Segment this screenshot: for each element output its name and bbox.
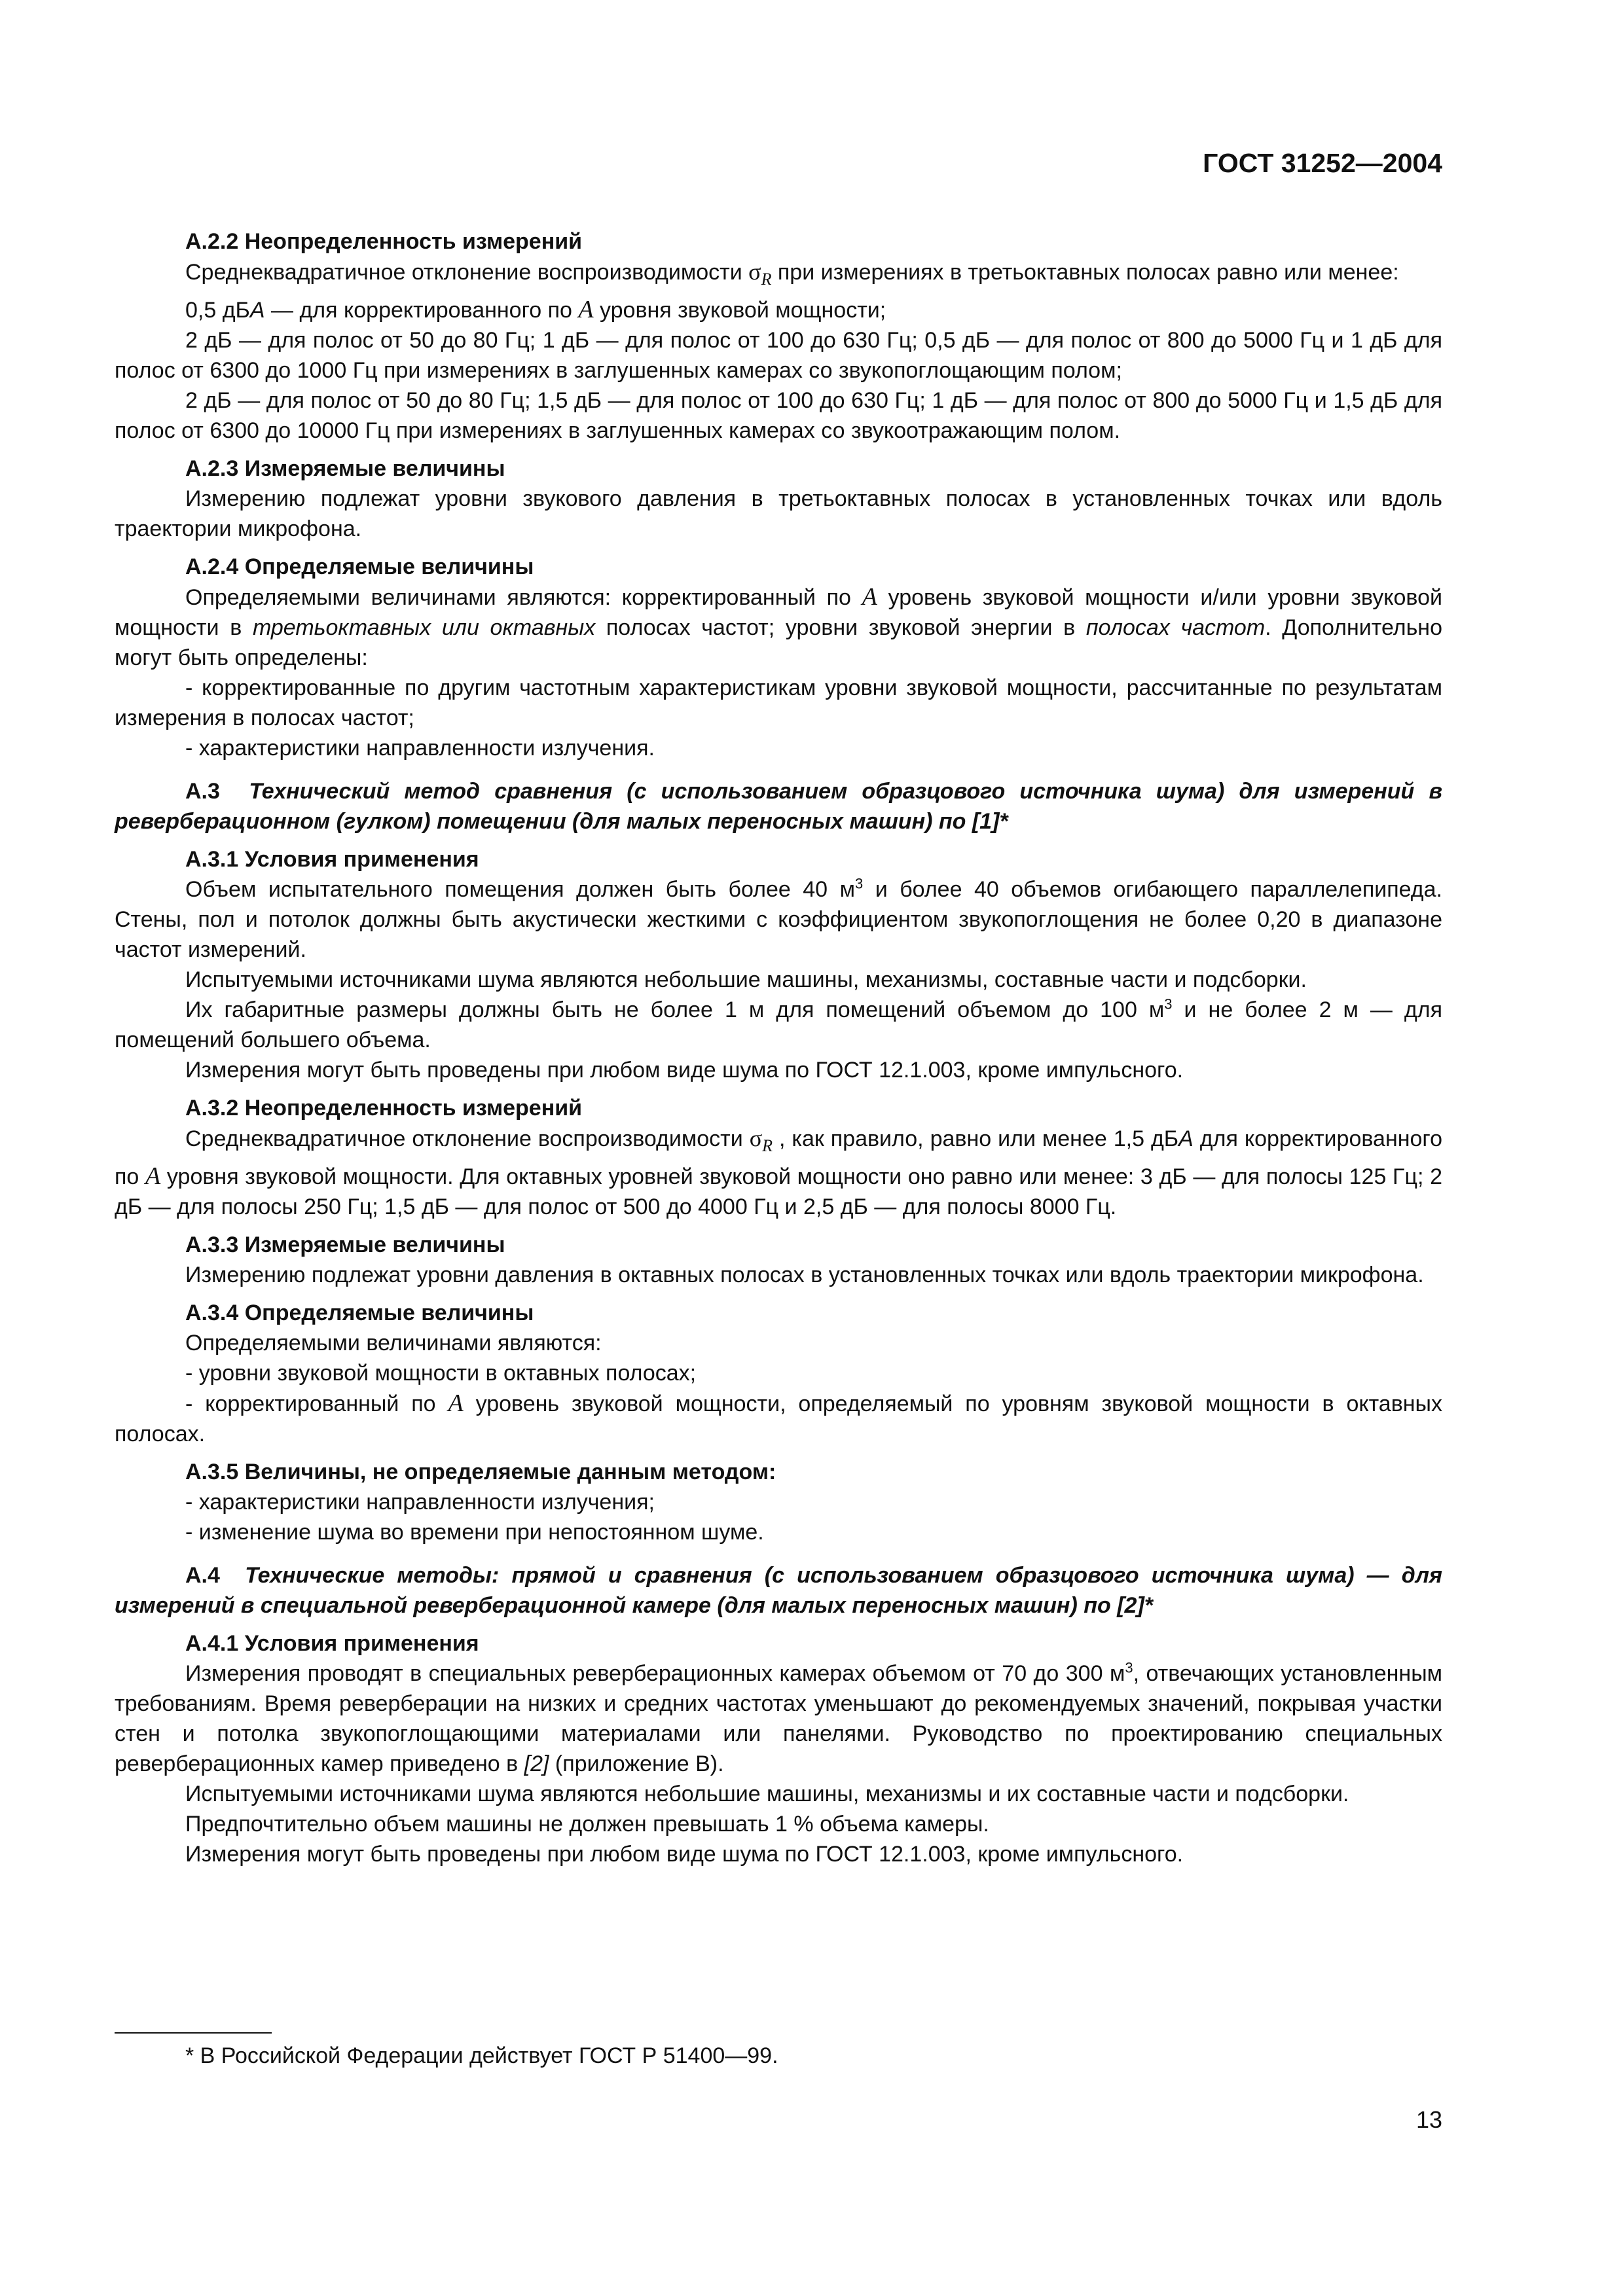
- a35-paragraph-1: - характеристики направленности излучения;: [185, 1490, 655, 1515]
- sigma-symbol: $\sigma_R$: [749, 1125, 773, 1156]
- a31-paragraph-1: Объем испытательного помещения должен быть более 40 $м^3$ и более 40 объемов огибающего параллелепипеда. Стены, пол и потолок должны быть акустически жесткими с коэффициентом звукопоглощения не более 0,20 в диапазоне частот измерений.: [115, 875, 1443, 963]
- document-code: ГОСТ 31252—2004: [1203, 148, 1442, 178]
- a22-paragraph-4: 2 дБ — для полос от 50 до 80 Гц; 1,5 дБ — для полос от 100 до 630 Гц; 1 дБ — для полос от 800 до 5000 Гц и 1,5 дБ для полос от 6300 до 10000 Гц при измерениях в заглушенных камерах со звукоотражающим полом.: [115, 388, 1442, 444]
- a24-paragraph-3: - характеристики направленности излучения.: [185, 736, 655, 761]
- a41-paragraph-1: Измерения проводят в специальных реверберационных камерах объемом от 70 до 300 $м^3$, отвечающих установленным требованиям. Время реверберации на низких и средних частотах уменьшают до рекомендуемых значений, покрывая участки стен и потолка звукопоглощающими материалами или панелями. Руководство по проектированию специальных реверберационных камер приведено в [2] (приложение В).: [115, 1660, 1443, 1777]
- a31-paragraph-3: Их габаритные размеры должны быть не более 1 м для помещений объемом до 100 $м^3$ и не более 2 м — для помещений большего объема.: [115, 996, 1442, 1053]
- a22-paragraph-3: 2 дБ — для полос от 50 до 80 Гц; 1 дБ — для полос от 100 до 630 Гц; 0,5 дБ — для полос от 800 до 5000 Гц и 1 дБ для полос от 6300 до 1000 Гц при измерениях в заглушенных камерах со звукопоглощающим полом;: [115, 328, 1442, 384]
- section-a4-title: А.4 Технические методы: прямой и сравнения (с использованием образцового источника шума) — для измерений в специальной реверберационной камере (для малых переносных машин) по [2]*: [115, 1563, 1442, 1619]
- section-a3-title: А.3 Технический метод сравнения (с использованием образцового источника шума) для измерений в реверберационном (гулком) помещении (для малых переносных машин) по [1]*: [115, 779, 1442, 834]
- a22-p1-text-a: Среднеквадратичное отклонение воспроизводимости: [185, 260, 749, 285]
- a41-paragraph-3: Предпочтительно объем машины не должен превышать 1 % объема камеры.: [185, 1812, 989, 1837]
- section-a23-title: А.2.3 Измеряемые величины: [185, 456, 505, 482]
- a24-paragraph-2: - корректированные по другим частотным характеристикам уровни звуковой мощности, рассчитанные по результатам измерения в полосах частот;: [115, 675, 1442, 731]
- sigma-symbol: $\sigma_R$: [748, 259, 772, 289]
- section-a22-title: А.2.2 Неопределенность измерений: [185, 229, 583, 254]
- a31-paragraph-4: Измерения могут быть проведены при любом виде шума по ГОСТ 12.1.003, кроме импульсного.: [185, 1058, 1184, 1083]
- footnote-separator: [115, 2032, 272, 2034]
- section-a41-title: А.4.1 Условия применения: [185, 1631, 479, 1657]
- section-a24-title: А.2.4 Определяемые величины: [185, 554, 534, 580]
- section-a35-title: А.3.5 Величины, не определяемые данным методом:: [185, 1460, 776, 1485]
- a41-paragraph-4: Измерения могут быть проведены при любом виде шума по ГОСТ 12.1.003, кроме импульсного.: [185, 1842, 1184, 1867]
- a32-paragraph-1: Среднеквадратичное отклонение воспроизводимости $\sigma_R$ , как правило, равно или менее 1,5 дБА для корректированного по А уровня звуковой мощности. Для октавных уровней звуковой мощности оно равно или менее: 3 дБ — для полосы 125 Гц; 2 дБ — для полосы 250 Гц; 1,5 дБ — для полос от 500 до 4000 Гц и 2,5 дБ — для полосы 8000 Гц.: [115, 1125, 1442, 1220]
- a35-paragraph-2: - изменение шума во времени при непостоянном шуме.: [185, 1520, 764, 1545]
- a24-paragraph-1: Определяемыми величинами являются: корректированный по А уровень звуковой мощности и/или уровни звуковой мощности в третьоктавных или октавных полосах частот; уровни звуковой энергии в полосах частот. Дополнительно могут быть определены:: [115, 583, 1442, 671]
- a34-paragraph-2: - уровни звуковой мощности в октавных полосах;: [185, 1361, 697, 1386]
- section-a34-title: А.3.4 Определяемые величины: [185, 1300, 534, 1326]
- document-body: [115, 226, 1442, 1869]
- section-a32-title: А.3.2 Неопределенность измерений: [185, 1096, 583, 1121]
- a23-paragraph-1: Измерению подлежат уровни звукового давления в третьоктавных полосах в установленных точках или вдоль траектории микрофона.: [115, 486, 1442, 542]
- section-a31-title: А.3.1 Условия применения: [185, 847, 479, 872]
- section-a33-title: А.3.3 Измеряемые величины: [185, 1232, 505, 1258]
- a34-paragraph-3: - корректированный по А уровень звуковой мощности, определяемый по уровням звуковой мощности в октавных полосах.: [115, 1390, 1442, 1447]
- a31-paragraph-2: Испытуемыми источниками шума являются небольшие машины, механизмы, составные части и подсборки.: [185, 967, 1307, 993]
- a22-paragraph-1: [115, 257, 1442, 295]
- a22-paragraph-2: 0,5 дБА — для корректированного по А уровня звуковой мощности;: [185, 296, 886, 324]
- page-number: 13: [1415, 2106, 1442, 2133]
- a22-p1-text-b: при измерениях в третьоктавных полосах равно или менее:: [771, 260, 1399, 285]
- a41-paragraph-2: Испытуемыми источниками шума являются небольшие машины, механизмы и их составные части и подсборки.: [185, 1782, 1349, 1807]
- a34-paragraph-1: Определяемыми величинами являются:: [185, 1331, 602, 1356]
- a33-paragraph-1: Измерению подлежат уровни давления в октавных полосах в установленных точках или вдоль траектории микрофона.: [185, 1263, 1424, 1288]
- footnote: * В Российской Федерации действует ГОСТ Р 51400—99.: [185, 2043, 778, 2068]
